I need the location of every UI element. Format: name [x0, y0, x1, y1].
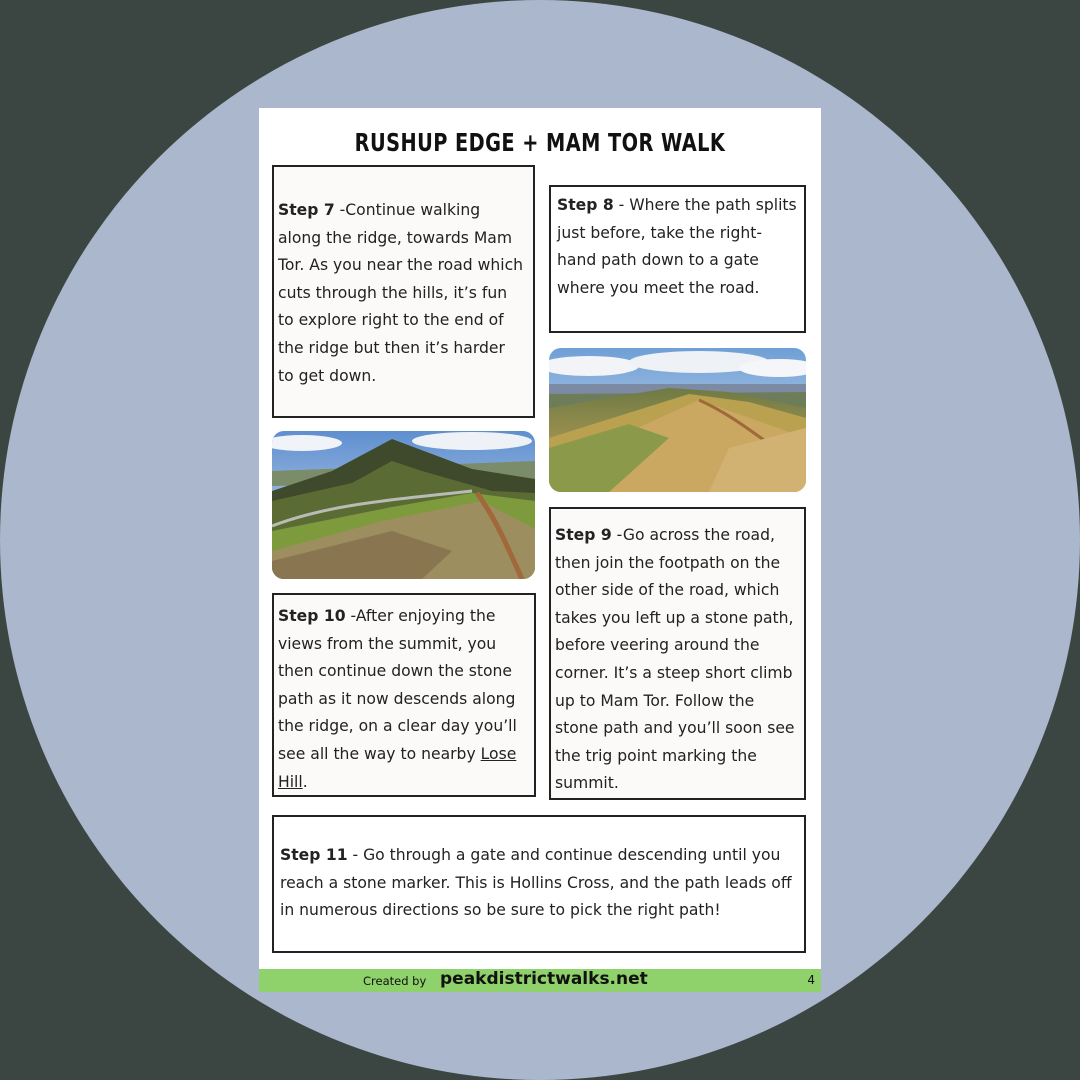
step-11-text: - Go through a gate and continue descending until you reach a stone marker. This is Hollins Cross, and the path leads off in numerous directions so be sure to pick the right path! [280, 846, 792, 920]
step-8-box [549, 185, 806, 333]
step-7-box [272, 165, 535, 418]
page-number: 4 [807, 973, 815, 987]
step-8-text: - Where the path splits just before, take the right-hand path down to a gate where you meet the road. [557, 196, 797, 297]
guide-page [259, 108, 821, 992]
step-11-label: Step 11 [280, 846, 348, 864]
step-8-label: Step 8 [557, 196, 614, 214]
mam-tor-photo-image [272, 431, 535, 579]
step-11-box [272, 815, 806, 953]
step-10-end: . [302, 772, 308, 791]
step-7-text: -Continue walking along the ridge, towards Mam Tor. As you near the road which cuts through the hills, it’s fun to explore right to the end of the ridge but then it’s harder to get down. [278, 201, 524, 385]
page-title: RUSHUP EDGE + MAM TOR WALK [354, 128, 726, 157]
step-10-label: Step 10 [278, 607, 346, 625]
footer-bar [259, 969, 821, 992]
lose-hill-link[interactable]: Lose Hill [278, 744, 517, 791]
footer-created-by: Created by [363, 974, 427, 988]
step-9-box [549, 507, 806, 800]
step-10-text: -After enjoying the views from the summit, you then continue down the stone path as it now descends along the ridge, on a clear day you’ll see all the way to nearby [278, 607, 517, 763]
ridge-photo [549, 348, 806, 492]
footer-site-link[interactable]: peakdistrictwalks.net [440, 969, 648, 989]
step-9-text: -Go across the road, then join the footpath on the other side of the road, which takes you left up a stone path, before veering around the corner. It’s a steep short climb up to Mam Tor. Follow the stone path and you’ll soon see the trig point marking the summit. [555, 526, 795, 793]
step-7-label: Step 7 [278, 201, 335, 219]
step-9-label: Step 9 [555, 526, 612, 544]
ridge-photo-image [549, 348, 806, 492]
step-10-box [272, 593, 536, 797]
mam-tor-photo [272, 431, 535, 579]
